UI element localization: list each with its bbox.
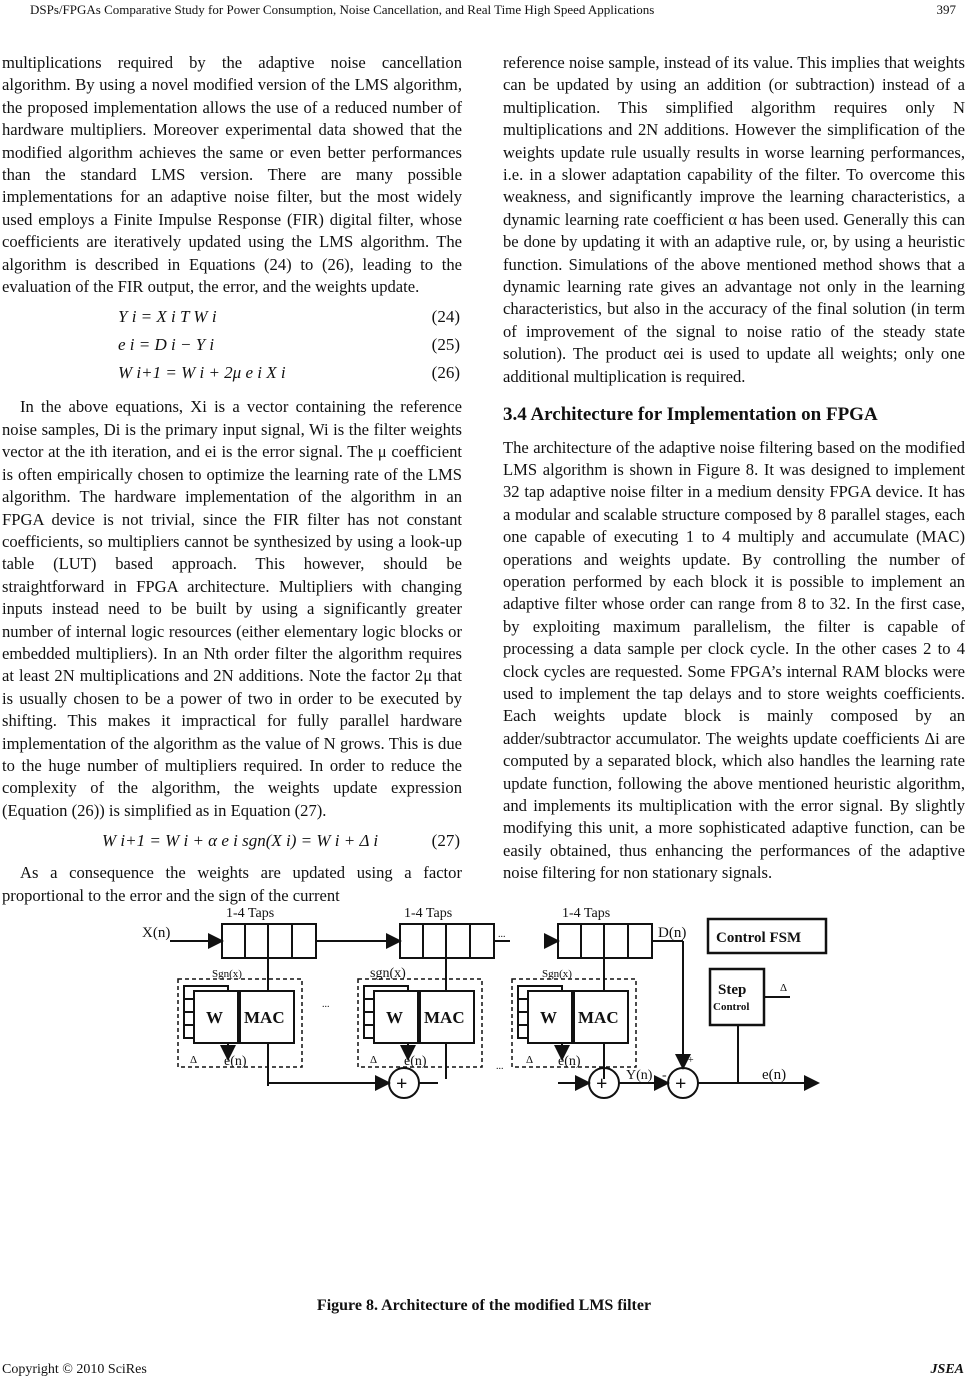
- paragraph: reference noise sample, instead of its value. This implies that weights can be updated by using an addition (or subtraction) instead of a multiplication. This simplified algorithm requires only N multiplications and 2N additions. However the simplification of the weights update rule usually results in worse learning performances, i.e. in a slower adaptation capability of the filter. To overcome this weakness, and significantly improve the learning characteristics, a dynamic learning rate coefficient α has been used. Generally this can be done by updating it with an adaptive rule, or, by using a heuristic function. Simulations of the above mentioned method shows that a dynamic learning rate gives an advantage not only in the learning characteristics, but also in the accuracy of the final solution (in term of improvement of the signal to noise ratio of the steady state solution). The product αei is used to update all weights; only one additional multiplication is required.: [503, 53, 965, 386]
- continuation-dots: ...: [498, 929, 506, 940]
- right-column: [503, 52, 965, 885]
- taps-label: 1-4 Taps: [562, 906, 611, 921]
- delta-label: Δ: [526, 1054, 534, 1066]
- dn-label: D(n): [658, 925, 687, 941]
- figure-caption: Figure 8. Architecture of the modified LMS filter: [316, 1297, 652, 1314]
- equation-number: (25): [431, 335, 460, 355]
- equation-expression: W i+1 = W i + 2μ e i X i: [118, 363, 286, 383]
- architecture-diagram: [138, 811, 828, 1288]
- running-header: [0, 0, 968, 22]
- equation-expression: W i+1 = W i + α e i sgn(X i) = W i + Δ i: [102, 831, 379, 851]
- en-label: e(n): [558, 1054, 581, 1069]
- section-heading: 3.4 Architecture for Implementation on FPGA: [503, 404, 878, 426]
- w-block-label: W: [206, 1008, 223, 1027]
- paragraph: multiplications required by the adaptive noise cancellation algorithm. By using a novel modified version of the LMS algorithm, the proposed implementation allows the use of a reduced number of hardware multipliers. Moreover experimental data showed that the modified algorithm achieves the same or even better performances than the standard LMS version. There are many possible implementations for an adaptive noise filter, but the most widely used employs a Finite Impulse Response (FIR) digital filter, whose coefficients are iteratively updated using the LMS algorithm. The algorithm is described in Equations (24) to (26), leading to the evaluation of the FIR output, the error, and the weights update.: [2, 53, 462, 297]
- equation-expression: e i = D i − Y i: [118, 335, 215, 355]
- adder-plus: +: [675, 1073, 687, 1095]
- equation-number: (26): [431, 363, 460, 383]
- paragraph: As a consequence the weights are updated using a factor proportional to the error and the sign of the current: [2, 863, 462, 905]
- adder-plus: +: [396, 1073, 408, 1095]
- yn-label: Y(n): [626, 1068, 653, 1083]
- taps-label: 1-4 Taps: [226, 906, 275, 921]
- en-label: e(n): [224, 1054, 247, 1069]
- mac-block-label: MAC: [578, 1008, 619, 1027]
- control-fsm-label: Control FSM: [716, 930, 802, 946]
- minus-label: -: [662, 1068, 667, 1083]
- adder-plus: +: [596, 1073, 608, 1095]
- equation-25: [2, 332, 462, 358]
- sgn-label: Sgn(x): [542, 968, 572, 980]
- continuation-dots: ...: [322, 999, 330, 1010]
- equation-24: [2, 304, 462, 330]
- continuation-dots: ...: [496, 1061, 504, 1072]
- copyright: Copyright © 2010 SciRes: [2, 1362, 147, 1377]
- header-title: DSPs/FPGAs Comparative Study for Power Consumption, Noise Cancellation, and Real Time High Speed Applications: [30, 2, 655, 17]
- left-column: [2, 52, 462, 907]
- control-label: Control: [713, 1001, 750, 1013]
- delta-label: Δ: [370, 1054, 378, 1066]
- equation-number: (27): [431, 831, 460, 851]
- mac-block-label: MAC: [424, 1008, 465, 1027]
- plus-small-label: +: [688, 1055, 694, 1066]
- step-label: Step: [718, 982, 747, 998]
- equation-26: [2, 360, 462, 386]
- w-block-label: W: [386, 1008, 403, 1027]
- equation-expression: Y i = X i T W i: [118, 307, 217, 327]
- xn-label: X(n): [142, 925, 171, 941]
- delta-out-label: Δ: [780, 982, 788, 994]
- page-number: 397: [936, 2, 956, 17]
- w-block-label: W: [540, 1008, 557, 1027]
- paragraph: In the above equations, Xi is a vector containing the reference noise samples, Di is the primary input signal, Wi is the filter weights vector at the ith iteration, and ei is the error signal. The μ coefficient is often empirically chosen to optimize the learning rate of the LMS algorithm. The hardware implementation of the algorithm in an FPGA device is not trivial, since the FIR filter has not constant coefficients, so multipliers cannot be synthesized by using a look-up table (LUT) based approach. This however, should be straightforward in FPGA architecture. Multipliers with changing inputs instead need to be built by using a significantly greater number of internal logic resources (either elementary logic blocks or embedded multipliers). In an Nth order filter the algorithm requires at least 2N multiplications and 2N additions. Note the factor 2μ that is usually chosen to be a power of two in order to be executed by shifting. This makes it impractical for fully parallel hardware implementation of the algorithm as the value of N grows. This is due to the huge number of multipliers required. In order to reduce the complexity of the algorithm, the weights update expression (Equation (26)) is simplified as in Equation (27).: [2, 397, 462, 820]
- taps-label: 1-4 Taps: [404, 906, 453, 921]
- journal-name: JSEA: [930, 1362, 964, 1377]
- en-output-label: e(n): [762, 1067, 787, 1083]
- en-label: e(n): [404, 1054, 427, 1069]
- paragraph: The architecture of the adaptive noise filtering based on the modified LMS algorithm is shown in Figure 8. It was designed to implement 32 tap adaptive noise filter in a medium density FPGA device. It has a modular and scalable structure composed by 8 parallel stages, each one capable of executing 1 to 4 multiply and accumulate (MAC) operations and weights update. By controlling the number of operation performed by each block it is possible to implement an adaptive filter whose order can range from 8 to 32. In the first case, by exploiting maximum parallelism, the filter is capable of processing a data sample per clock cycle. In the other cases 2 to 4 clock cycles are requested. Some FPGA’s internal RAM blocks were used to implement the tap delays and to store weights coefficients. Each weights update block is mainly composed by an adder/subtractor accumulator. The weights update coefficients Δi are computed by a separated block, which also handles the learning rate update function, following the above mentioned heuristic algorithm, and implements its multiplication with the error signal. By slightly modifying this unit, a more sophisticated adaptive function, can be easily obtained, thus enhancing the performances of the adaptive noise filtering for non stationary signals.: [503, 437, 965, 883]
- delta-label: Δ: [190, 1054, 198, 1066]
- sgn-label: Sgn(x): [212, 968, 242, 980]
- sgn-label: sgn(x): [370, 966, 406, 981]
- equation-number: (24): [431, 307, 460, 327]
- mac-block-label: MAC: [244, 1008, 285, 1027]
